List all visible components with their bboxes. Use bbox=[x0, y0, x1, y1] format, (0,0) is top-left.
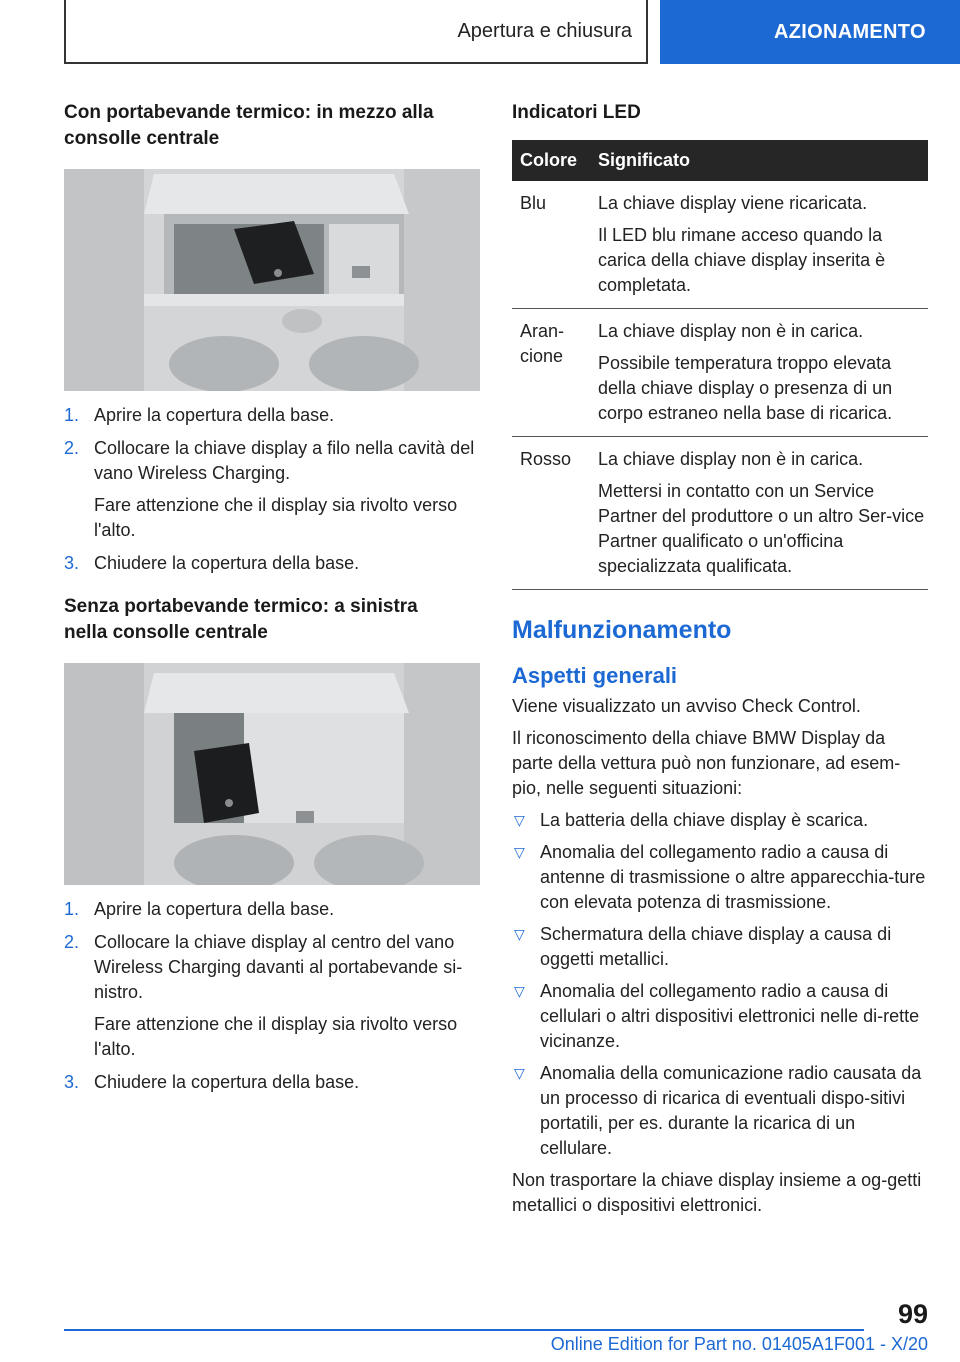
step-number: 2. bbox=[64, 438, 80, 458]
list-item bbox=[512, 840, 928, 915]
step-number: 1. bbox=[64, 405, 80, 425]
bullet-text: Schermatura della chiave display a causa di oggetti metallici. bbox=[540, 924, 892, 969]
header-section-title: Apertura e chiusura bbox=[457, 19, 632, 42]
left-column bbox=[64, 100, 480, 1103]
step-text: Aprire la copertura della base. bbox=[94, 405, 335, 425]
step-item bbox=[64, 930, 480, 1062]
list-item bbox=[512, 979, 928, 1054]
intro-text-2: Il riconoscimento della chiave BMW Display da parte della vettura può non funzionare, ad esem-pio, nelle seguenti situazioni: bbox=[512, 728, 901, 798]
led-meaning-note: Possibile temperatura troppo elevata della chiave display o presenza di un corpo estraneo nella base di ricarica. bbox=[598, 353, 893, 423]
list-item bbox=[512, 808, 928, 833]
table-row bbox=[512, 437, 928, 590]
triangle-bullet-icon: ▽ bbox=[514, 844, 525, 860]
step-note: Fare attenzione che il display sia rivolto verso l'alto. bbox=[94, 495, 458, 540]
led-meaning-text: La chiave display non è in carica. bbox=[598, 449, 864, 469]
led-header-meaning: Significato bbox=[598, 140, 928, 181]
bullet-list bbox=[512, 808, 928, 1161]
led-meaning-note: Il LED blu rimane acceso quando la carica della chiave display inserita è completata. bbox=[598, 225, 886, 295]
bullet-text: La batteria della chiave display è scarica. bbox=[540, 810, 869, 830]
led-meaning-text: La chiave display non è in carica. bbox=[598, 321, 864, 341]
triangle-bullet-icon: ▽ bbox=[514, 1065, 525, 1081]
header-chapter-tab bbox=[660, 0, 960, 64]
photo-console-center bbox=[64, 169, 480, 391]
led-table bbox=[512, 140, 928, 590]
led-title: Indicatori LED bbox=[512, 102, 641, 123]
step-note: Fare attenzione che il display sia rivolto verso l'alto. bbox=[94, 1014, 458, 1059]
table-row bbox=[512, 181, 928, 309]
subsection-title: Aspetti generali bbox=[512, 663, 678, 688]
step-item bbox=[64, 1070, 480, 1095]
step-item bbox=[64, 551, 480, 576]
step-number: 2. bbox=[64, 932, 80, 952]
header-section-box bbox=[64, 0, 648, 64]
led-meaning-text: La chiave display viene ricaricata. bbox=[598, 193, 868, 213]
closing-text: Non trasportare la chiave display insieme a og-getti metallici o dispositivi elettronici. bbox=[512, 1170, 922, 1215]
step-item bbox=[64, 436, 480, 543]
section-title: Malfunzionamento bbox=[512, 616, 732, 644]
step-text: Chiudere la copertura della base. bbox=[94, 1072, 360, 1092]
step-number: 3. bbox=[64, 1072, 80, 1092]
step-number: 1. bbox=[64, 899, 80, 919]
step-text: Aprire la copertura della base. bbox=[94, 899, 335, 919]
triangle-bullet-icon: ▽ bbox=[514, 812, 525, 828]
step-text: Collocare la chiave display a filo nella cavità del vano Wireless Charging. bbox=[94, 438, 475, 483]
block2-steps bbox=[64, 897, 480, 1095]
list-item bbox=[512, 922, 928, 972]
intro-text-1: Viene visualizzato un avviso Check Control. bbox=[512, 696, 861, 716]
step-item bbox=[64, 897, 480, 922]
step-item bbox=[64, 403, 480, 428]
list-item bbox=[512, 1061, 928, 1161]
led-color-cell: Aran-cione bbox=[512, 309, 598, 437]
photo-console-left bbox=[64, 663, 480, 885]
page-number: 99 bbox=[897, 1299, 928, 1329]
bullet-text: Anomalia del collegamento radio a causa di antenne di trasmissione o altre apparecchia-ture con elevata potenza di trasmissione. bbox=[540, 842, 926, 912]
footer-edition: Online Edition for Part no. 01405A1F001 - X/20 bbox=[550, 1334, 928, 1354]
header-chapter-title: AZIONAMENTO bbox=[774, 20, 926, 43]
block1-heading: Con portabevande termico: in mezzo alla consolle centrale bbox=[64, 102, 434, 149]
led-color-cell: Blu bbox=[512, 181, 598, 309]
triangle-bullet-icon: ▽ bbox=[514, 926, 525, 942]
block2-heading: Senza portabevande termico: a sinistra nella consolle centrale bbox=[64, 596, 418, 643]
step-text: Collocare la chiave display al centro del vano Wireless Charging davanti al portabevande si-nistro. bbox=[94, 932, 463, 1002]
footer-divider bbox=[64, 1329, 864, 1331]
step-number: 3. bbox=[64, 553, 80, 573]
right-column bbox=[512, 100, 928, 1218]
bullet-text: Anomalia della comunicazione radio causata da un processo di ricarica di eventuali dispo-sitivi portatili, per es. durante la ricarica di un cellulare. bbox=[540, 1063, 922, 1158]
table-row bbox=[512, 309, 928, 437]
led-color-cell: Rosso bbox=[512, 437, 598, 590]
block1-steps bbox=[64, 403, 480, 576]
led-meaning-note: Mettersi in contatto con un Service Partner del produttore o un altro Ser-vice Partner qualificato o un'officina specializzata qualificata. bbox=[598, 481, 925, 576]
triangle-bullet-icon: ▽ bbox=[514, 983, 525, 999]
led-header-color: Colore bbox=[512, 140, 598, 181]
bullet-text: Anomalia del collegamento radio a causa di cellulari o altri dispositivi elettronici nelle di-rette vicinanze. bbox=[540, 981, 920, 1051]
step-text: Chiudere la copertura della base. bbox=[94, 553, 360, 573]
